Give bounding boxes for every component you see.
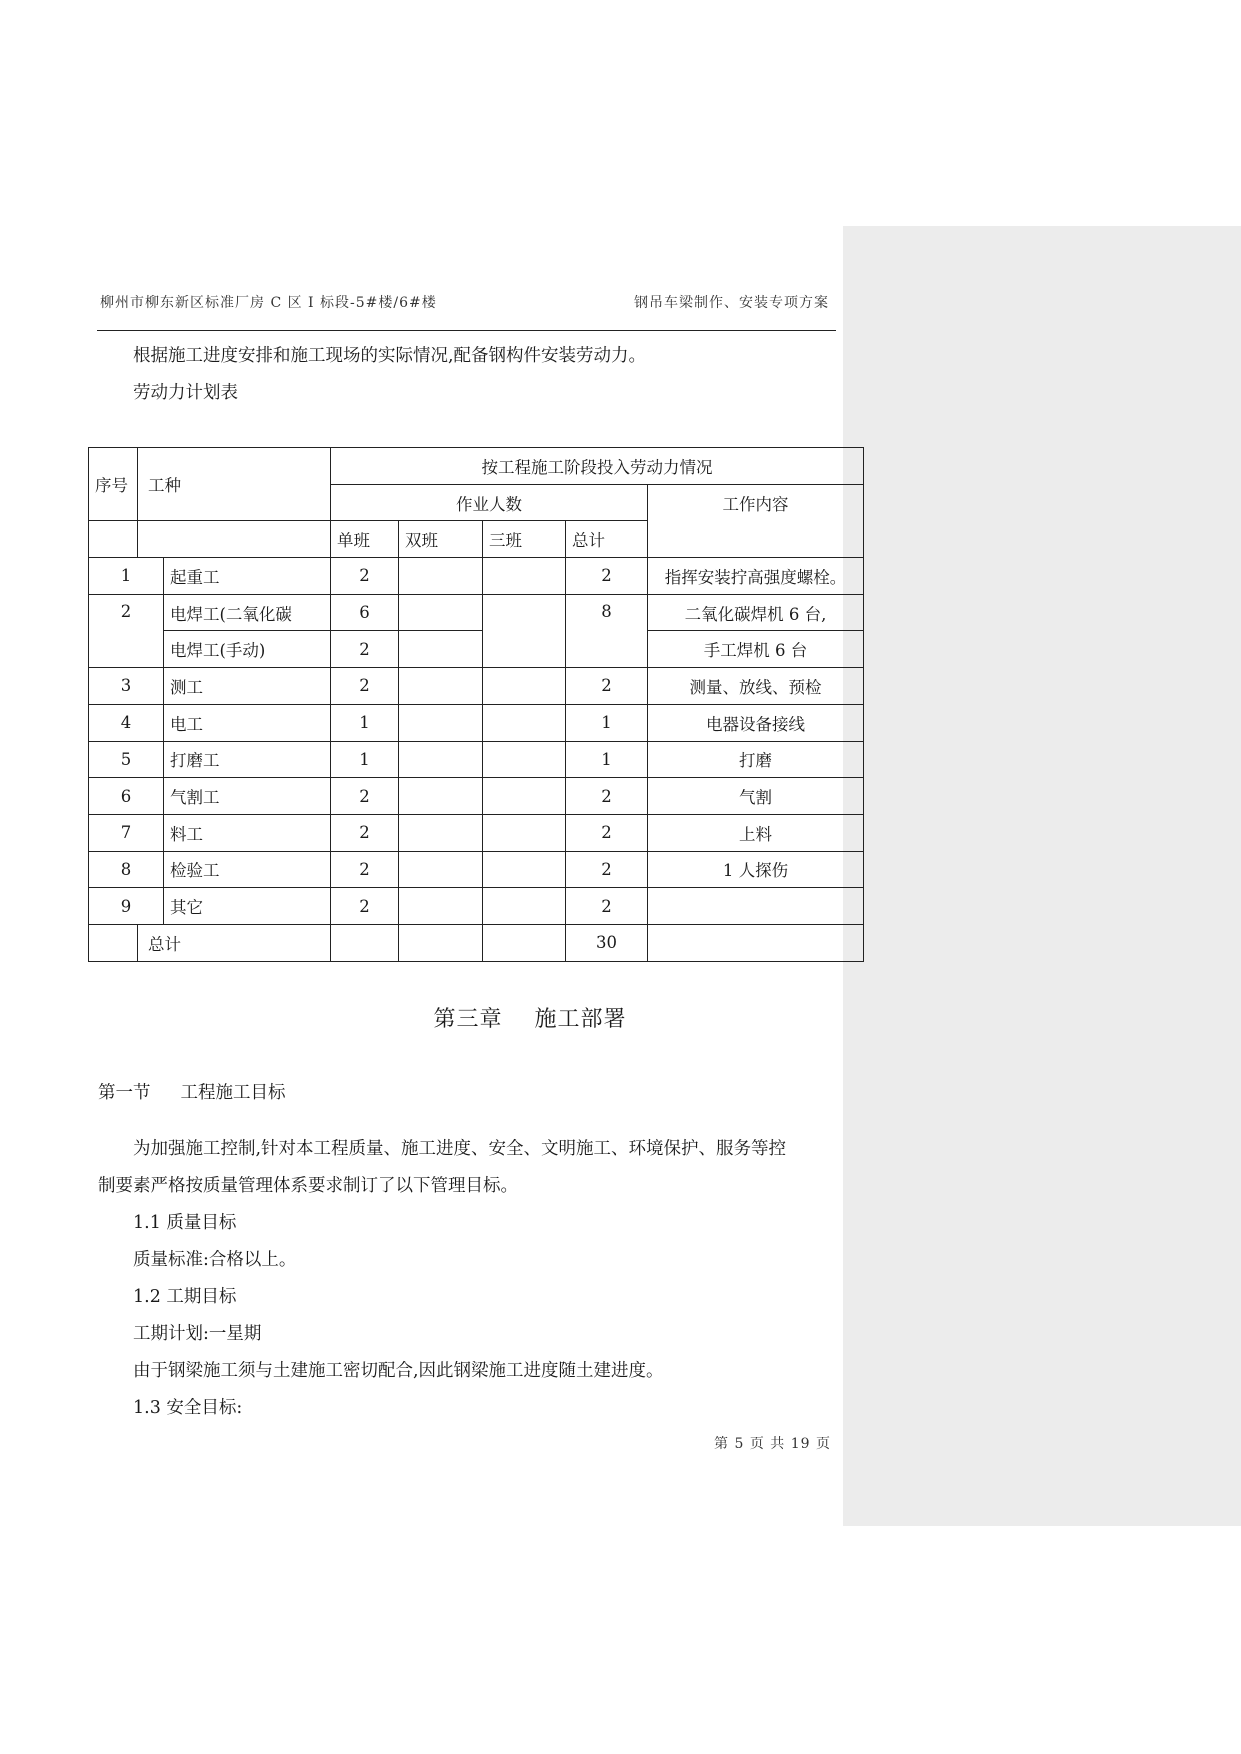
row-triple <box>483 594 566 667</box>
row-total: 2 <box>566 668 648 705</box>
table-row <box>89 888 864 925</box>
row-double <box>399 594 483 631</box>
row-total: 2 <box>566 778 648 815</box>
row-content: 打磨 <box>648 741 864 778</box>
row-double <box>399 851 483 888</box>
row-single: 1 <box>331 704 399 741</box>
schedule-text: 工期计划:一星期 <box>133 1324 262 1344</box>
row-single: 2 <box>331 814 399 851</box>
table-row <box>89 631 864 668</box>
row-seq: 1 <box>89 558 164 595</box>
side-margin-panel <box>843 226 1241 1526</box>
row-content <box>648 888 864 925</box>
row-content: 测量、放线、预检 <box>648 668 864 705</box>
row-seq: 4 <box>89 704 164 741</box>
row-double <box>399 704 483 741</box>
body-paragraph-line1: 为加强施工控制,针对本工程质量、施工进度、安全、文明施工、环境保护、服务等控 <box>133 1139 787 1159</box>
row-total: 2 <box>566 558 648 595</box>
row-triple <box>483 814 566 851</box>
row-single: 2 <box>331 558 399 595</box>
row-seq: 2 <box>89 594 164 667</box>
header-workers: 作业人数 <box>331 484 648 521</box>
row-single: 2 <box>331 888 399 925</box>
row-total: 1 <box>566 741 648 778</box>
row-double <box>399 668 483 705</box>
row-trade: 电焊工(手动) <box>164 631 331 668</box>
header-shift-double: 双班 <box>399 521 483 558</box>
row-seq: 7 <box>89 814 164 851</box>
table-cell <box>648 924 864 961</box>
row-triple <box>483 888 566 925</box>
header-project-name: 柳州市柳东新区标准厂房 C 区 I 标段-5#楼/6#楼 <box>100 295 437 311</box>
table-cell <box>399 924 483 961</box>
row-single: 2 <box>331 851 399 888</box>
quality-text: 质量标准:合格以上。 <box>133 1250 297 1270</box>
row-double <box>399 888 483 925</box>
row-triple <box>483 668 566 705</box>
row-content: 1 人探伤 <box>648 851 864 888</box>
row-triple <box>483 704 566 741</box>
row-seq: 6 <box>89 778 164 815</box>
row-content: 二氧化碳焊机 6 台, <box>648 594 864 631</box>
row-triple <box>483 851 566 888</box>
row-double <box>399 814 483 851</box>
header-group: 按工程施工阶段投入劳动力情况 <box>331 448 864 485</box>
table-row <box>89 741 864 778</box>
row-total: 2 <box>566 814 648 851</box>
chapter-title: 施工部署 <box>534 1007 627 1032</box>
schedule-note: 由于钢梁施工须与土建施工密切配合,因此钢梁施工进度随土建进度。 <box>133 1361 664 1381</box>
page-number: 第 5 页 共 19 页 <box>714 1436 831 1452</box>
row-trade: 打磨工 <box>164 741 331 778</box>
row-total: 1 <box>566 704 648 741</box>
table-cell <box>331 924 399 961</box>
table-cell <box>89 924 138 961</box>
table-row <box>89 704 864 741</box>
row-total: 2 <box>566 851 648 888</box>
table-row <box>89 594 864 631</box>
header-seq: 序号 <box>89 448 138 521</box>
row-total: 8 <box>566 594 648 667</box>
chapter-heading <box>0 1002 1060 1033</box>
table-caption: 劳动力计划表 <box>133 383 238 403</box>
table-row <box>89 668 864 705</box>
body-paragraph-line2: 制要素严格按质量管理体系要求制订了以下管理目标。 <box>98 1176 518 1196</box>
table-row <box>89 851 864 888</box>
row-trade: 起重工 <box>164 558 331 595</box>
summary-total: 30 <box>566 924 648 961</box>
section-title: 工程施工目标 <box>180 1083 286 1103</box>
section-heading <box>98 1079 286 1104</box>
row-trade: 检验工 <box>164 851 331 888</box>
table-cell <box>89 521 138 558</box>
row-content: 气割 <box>648 778 864 815</box>
row-single: 2 <box>331 668 399 705</box>
intro-paragraph: 根据施工进度安排和施工现场的实际情况,配备钢构件安装劳动力。 <box>133 346 647 366</box>
table-cell <box>138 521 331 558</box>
table-row <box>89 814 864 851</box>
summary-label: 总计 <box>138 924 331 961</box>
header-shift-total: 总计 <box>566 521 648 558</box>
row-double <box>399 741 483 778</box>
schedule-heading: 1.2 工期目标 <box>133 1287 237 1307</box>
table-row <box>89 558 864 595</box>
row-triple <box>483 778 566 815</box>
row-content: 上料 <box>648 814 864 851</box>
header-content: 工作内容 <box>648 484 864 557</box>
header-shift-single: 单班 <box>331 521 399 558</box>
row-double <box>399 558 483 595</box>
row-content: 指挥安装拧高强度螺栓。 <box>648 558 864 595</box>
labor-plan-table <box>88 447 864 962</box>
header-rule <box>97 330 836 331</box>
header-trade: 工种 <box>138 448 331 521</box>
row-triple <box>483 558 566 595</box>
header-document-title: 钢吊车梁制作、安装专项方案 <box>634 295 829 311</box>
row-double <box>399 631 483 668</box>
header-shift-triple: 三班 <box>483 521 566 558</box>
row-seq: 9 <box>89 888 164 925</box>
row-trade: 测工 <box>164 668 331 705</box>
row-seq: 5 <box>89 741 164 778</box>
row-seq: 8 <box>89 851 164 888</box>
safety-heading: 1.3 安全目标: <box>133 1398 243 1418</box>
chapter-number: 第三章 <box>433 1007 503 1032</box>
quality-heading: 1.1 质量目标 <box>133 1213 237 1233</box>
row-single: 6 <box>331 594 399 631</box>
row-trade: 其它 <box>164 888 331 925</box>
row-single: 1 <box>331 741 399 778</box>
row-trade: 电工 <box>164 704 331 741</box>
row-content: 手工焊机 6 台 <box>648 631 864 668</box>
row-total: 2 <box>566 888 648 925</box>
row-triple <box>483 741 566 778</box>
table-cell <box>483 924 566 961</box>
row-content: 电器设备接线 <box>648 704 864 741</box>
row-double <box>399 778 483 815</box>
section-number: 第一节 <box>98 1083 151 1103</box>
row-trade: 料工 <box>164 814 331 851</box>
table-row <box>89 778 864 815</box>
row-seq: 3 <box>89 668 164 705</box>
row-trade: 气割工 <box>164 778 331 815</box>
row-single: 2 <box>331 631 399 668</box>
table-summary-row <box>89 924 864 961</box>
row-trade: 电焊工(二氧化碳 <box>164 594 331 631</box>
row-single: 2 <box>331 778 399 815</box>
